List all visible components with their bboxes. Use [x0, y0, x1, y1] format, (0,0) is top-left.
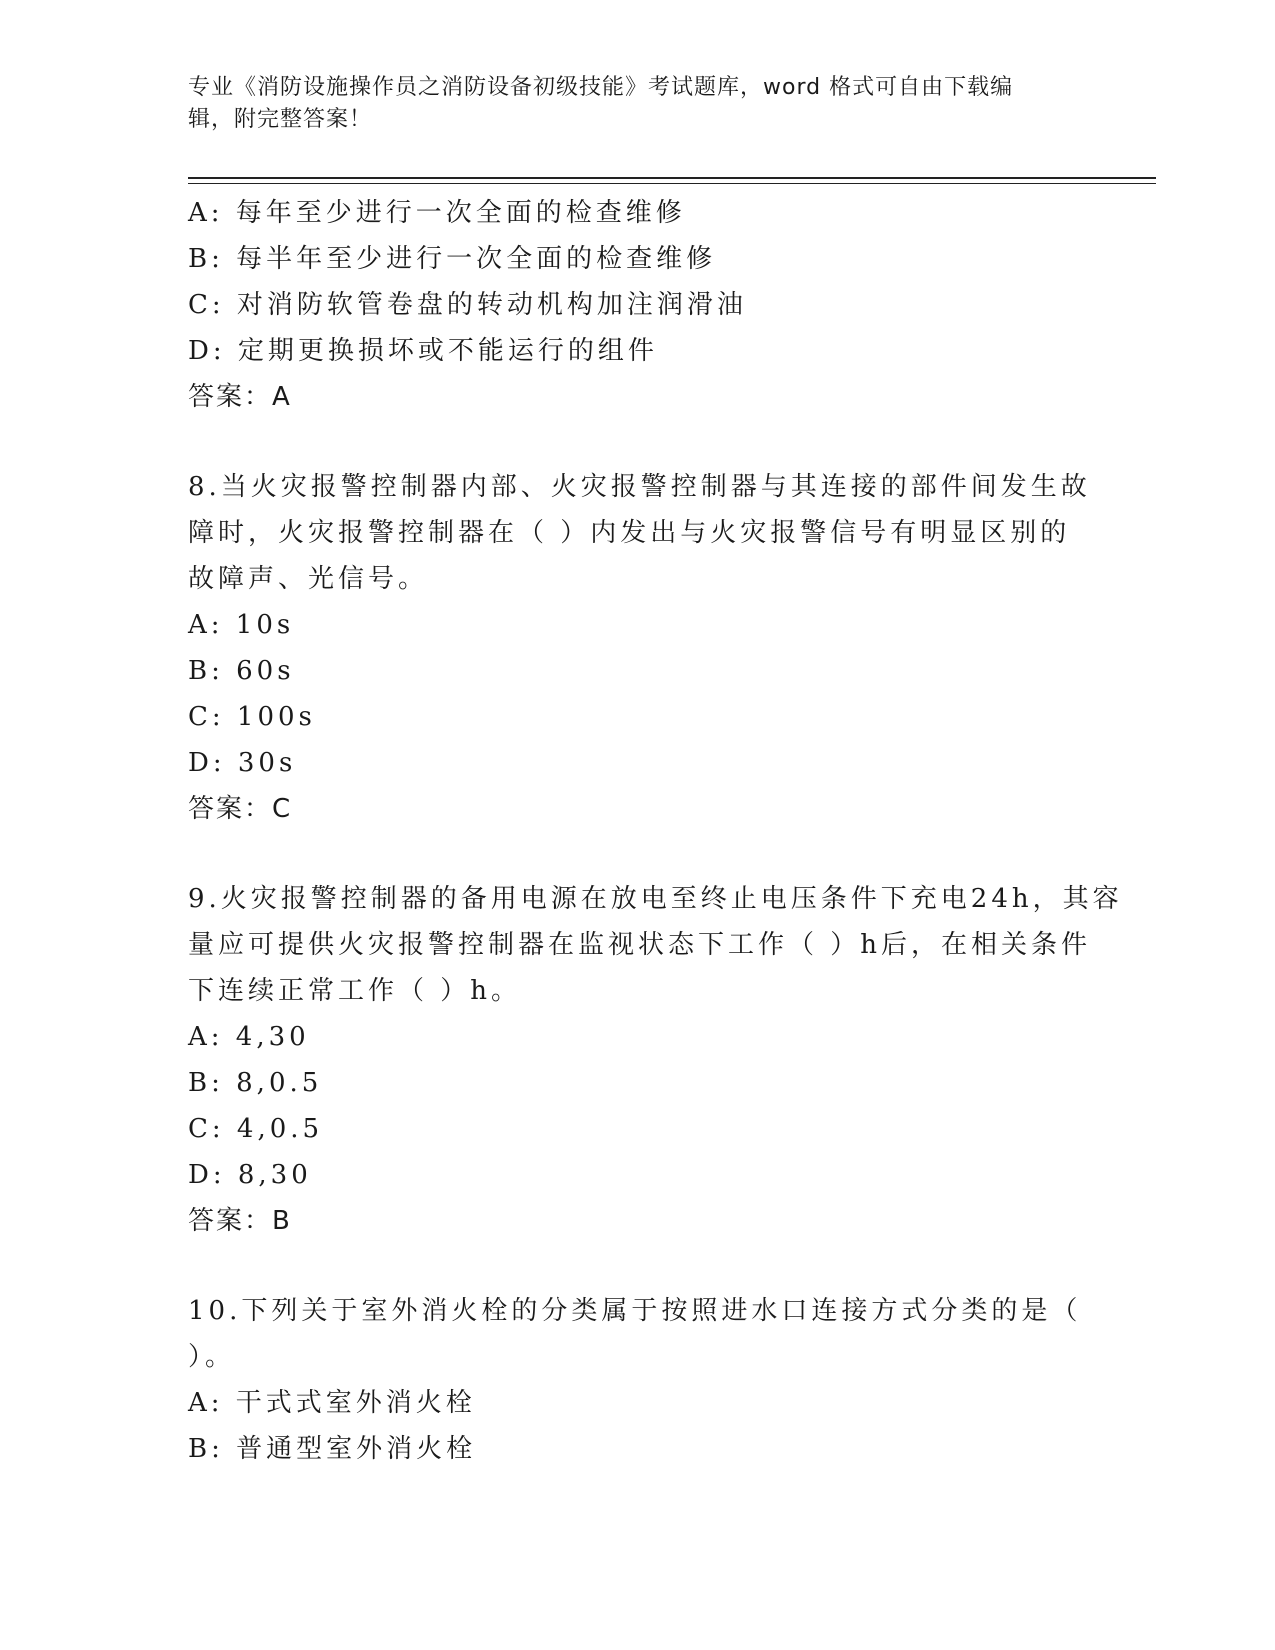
- option-a: A: 干式式室外消火栓: [188, 1388, 476, 1418]
- question-stem-line: 10.下列关于室外消火栓的分类属于按照进水口连接方式分类的是（: [188, 1296, 1082, 1326]
- option-b: B: 8,0.5: [188, 1068, 323, 1098]
- answer: 答案：A: [188, 382, 292, 412]
- option-c: C: 100s: [188, 702, 316, 732]
- option-c: C: 4,0.5: [188, 1114, 324, 1144]
- answer: 答案：C: [188, 794, 293, 824]
- option-a: A: 10s: [188, 610, 295, 640]
- header-rule-thin: [188, 183, 1156, 184]
- question-stem-line: ）。: [188, 1342, 236, 1372]
- option-a: A: 每年至少进行一次全面的检查维修: [188, 198, 686, 228]
- question-stem-line: 量应可提供火灾报警控制器在监视状态下工作（ ）h后，在相关条件: [188, 930, 1092, 960]
- question-stem-line: 故障声、光信号。: [188, 564, 429, 594]
- option-b: B: 60s: [188, 656, 295, 686]
- question-8: [188, 464, 1091, 832]
- question-stem-line: 下连续正常工作（ ）h。: [188, 976, 522, 1006]
- document-header: [188, 72, 1068, 136]
- header-rule-thick: [188, 177, 1156, 179]
- header-line-2: 辑，附完整答案！: [188, 107, 373, 132]
- option-d: D: 30s: [188, 748, 297, 778]
- question-list: [188, 190, 1123, 1472]
- option-c: C: 对消防软管卷盘的转动机构加注润滑油: [188, 290, 747, 320]
- answer: 答案：B: [188, 1206, 292, 1236]
- option-a: A: 4,30: [188, 1022, 310, 1052]
- option-b: B: 普通型室外消火栓: [188, 1434, 477, 1464]
- option-d: D: 8,30: [188, 1160, 312, 1190]
- option-b: B: 每半年至少进行一次全面的检查维修: [188, 244, 717, 274]
- question-9: [188, 876, 1123, 1244]
- question-stem-line: 8.当火灾报警控制器内部、火灾报警控制器与其连接的部件间发生故: [188, 472, 1091, 502]
- question-7: [188, 190, 1088, 420]
- question-stem-line: 障时，火灾报警控制器在（ ）内发出与火灾报警信号有明显区别的: [188, 518, 1071, 548]
- option-d: D: 定期更换损坏或不能运行的组件: [188, 336, 658, 366]
- header-line-1: 专业《消防设施操作员之消防设备初级技能》考试题库，word 格式可自由下载编: [188, 75, 1014, 100]
- question-stem-line: 9.火灾报警控制器的备用电源在放电至终止电压条件下充电24h，其容: [188, 884, 1123, 914]
- question-10: [188, 1288, 1088, 1472]
